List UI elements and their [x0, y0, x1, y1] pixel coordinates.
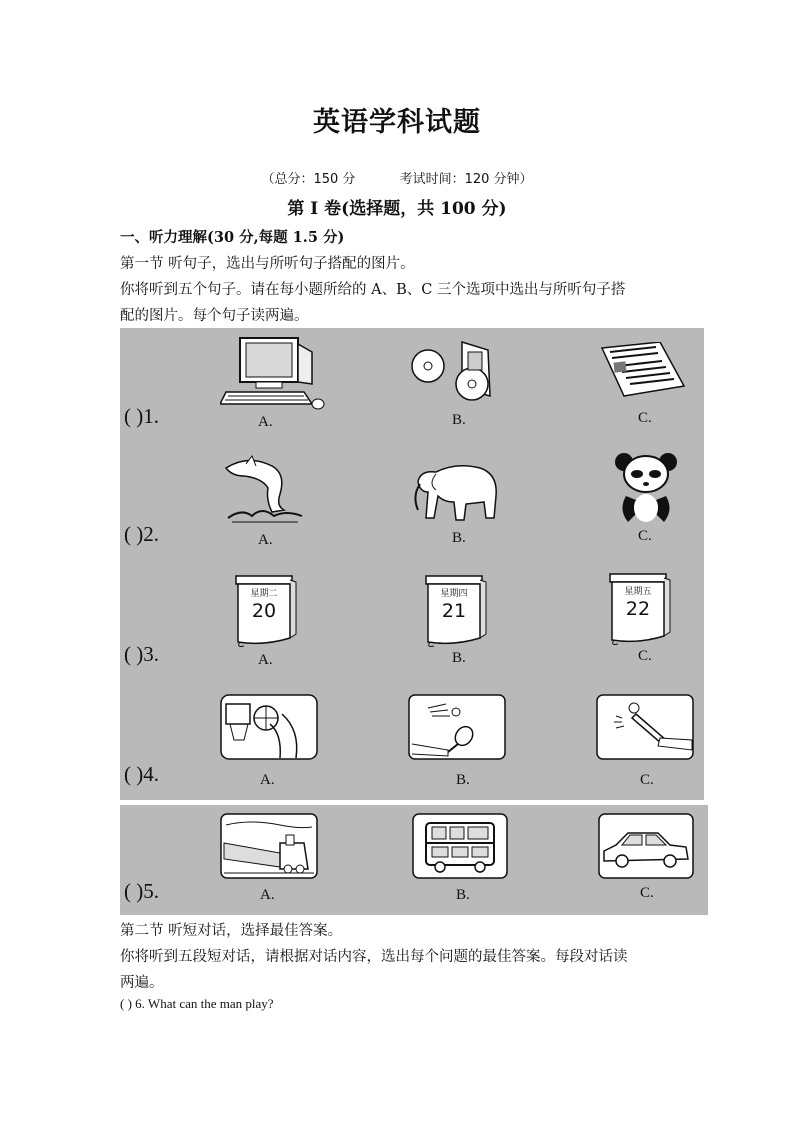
option-b: B. — [452, 530, 466, 546]
picture-panel — [120, 328, 704, 800]
option-b: B. — [456, 887, 470, 903]
question-row — [120, 805, 703, 915]
question-label: ( )2. — [124, 522, 159, 546]
option-b: B. — [452, 650, 466, 666]
option-a: A. — [260, 887, 275, 903]
volume-heading: 第 I 卷(选择题，共 100 分) — [287, 199, 507, 219]
calendar-weekday: 星期五 — [624, 587, 652, 597]
question-row — [120, 446, 703, 564]
section2-instruction-cont: 两遍。 — [120, 975, 164, 991]
exam-meta — [0, 168, 794, 187]
option-c: C. — [638, 410, 652, 426]
option-a: A. — [258, 532, 273, 548]
option-a: A. — [260, 772, 275, 788]
calendar-icon — [424, 572, 488, 648]
badminton-icon — [408, 694, 506, 760]
question-label: ( )4. — [124, 762, 159, 786]
question-6: ( ) 6. What can the man play? — [120, 996, 274, 1011]
calendar-day: 21 — [441, 600, 467, 622]
option-c: C. — [638, 648, 652, 664]
elephant-icon — [406, 458, 502, 526]
calendar-weekday: 星期四 — [440, 589, 468, 599]
calendar-weekday: 星期二 — [250, 589, 278, 599]
cd-icon — [410, 340, 500, 402]
basketball-icon — [220, 694, 318, 760]
panda-icon — [614, 450, 678, 526]
question-row — [120, 682, 703, 800]
question-label: ( )3. — [124, 642, 159, 666]
train-icon — [220, 813, 318, 879]
section1-instruction-cont: 配的图片。每个句子读两遍。 — [120, 308, 309, 324]
calendar-day: 22 — [625, 598, 651, 620]
picture-panel — [120, 805, 708, 915]
option-b: B. — [456, 772, 470, 788]
section1-title: 第一节 听句子，选出与所听句子搭配的图片。 — [120, 256, 415, 272]
calendar-icon — [608, 570, 672, 646]
car-icon — [598, 813, 694, 879]
bus-icon — [412, 813, 508, 879]
option-a: A. — [258, 652, 273, 668]
question-label: ( )5. — [124, 879, 159, 903]
part-heading: 一、听力理解(30 分,每题 1.5 分) — [120, 229, 345, 246]
section2-title: 第二节 听短对话，选择最佳答案。 — [120, 923, 343, 939]
option-c: C. — [640, 772, 654, 788]
newspaper-icon — [600, 342, 686, 398]
question-label: ( )1. — [124, 404, 159, 428]
calendar-day: 20 — [251, 600, 277, 622]
section2-instruction: 你将听到五段短对话，请根据对话内容，选出每个问题的最佳答案。每段对话读 — [120, 949, 628, 965]
option-c: C. — [638, 528, 652, 544]
calendar-icon — [234, 572, 298, 648]
question-row — [120, 564, 703, 682]
section1-instruction: 你将听到五个句子。请在每小题所给的 A、B、C 三个选项中选出与所听句子搭 — [120, 282, 626, 298]
total-score: （总分：150 分 — [261, 172, 356, 187]
dolphin-icon — [222, 454, 306, 524]
option-b: B. — [452, 412, 466, 428]
baseball-icon — [596, 694, 694, 760]
option-c: C. — [640, 885, 654, 901]
exam-time: 考试时间：120 分钟） — [399, 172, 533, 187]
question-row — [120, 328, 703, 446]
computer-icon — [220, 334, 326, 414]
page-title: 英语学科试题 — [313, 107, 481, 138]
option-a: A. — [258, 414, 273, 430]
